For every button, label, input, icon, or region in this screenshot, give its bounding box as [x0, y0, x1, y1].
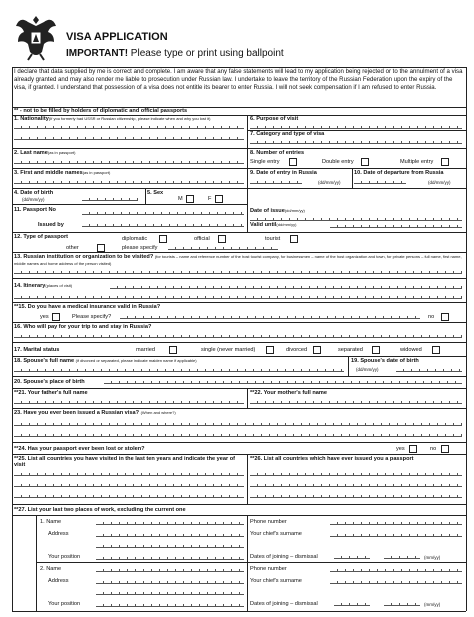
tourist-checkbox[interactable]: [290, 235, 298, 243]
lost-passport-yes-checkbox[interactable]: [409, 445, 417, 453]
married-checkbox[interactable]: [169, 346, 177, 354]
departure-date-label: 10. Date of departure from Russia: [354, 170, 444, 176]
double-entry-checkbox[interactable]: [361, 158, 369, 166]
issue-date-format: (dd/mm/yy): [284, 208, 305, 213]
official-label: official: [194, 236, 210, 242]
institution-title: 13. Russian institution or organization to be visited?: [14, 254, 154, 260]
issue-date-title: Date of issue: [250, 208, 285, 214]
nationality-hint: (If you formerly had USSR or Russian citizenship, please indicate when and why you lost it): [48, 116, 211, 121]
entry-date-label: 9. Date of entry in Russia: [250, 170, 317, 176]
work2-name-text: Name: [46, 566, 62, 572]
diplomatic-label: diplomatic: [122, 236, 148, 242]
work1-join-input[interactable]: [334, 553, 370, 559]
father-name-label: **21. Your father's full name: [14, 390, 88, 396]
mother-name-label: **22. Your mother's full name: [250, 390, 327, 396]
single-checkbox[interactable]: [266, 346, 274, 354]
widowed-checkbox[interactable]: [432, 346, 440, 354]
valid-until-title: Valid until: [250, 222, 277, 228]
issued-by-label: Issued by: [38, 222, 64, 228]
sex-m-label: M: [178, 196, 183, 202]
single-label: single (never married): [201, 347, 256, 353]
passport-countries-input-3[interactable]: [250, 492, 462, 498]
divorced-checkbox[interactable]: [313, 346, 321, 354]
separated-checkbox[interactable]: [372, 346, 380, 354]
tourist-label: tourist: [265, 236, 281, 242]
work1-phone-input[interactable]: [330, 519, 462, 525]
itinerary-title: 14. Itinerary: [14, 283, 46, 289]
work-places-label: **27. List your last two places of work, excluding the current one: [14, 507, 186, 513]
insurance-no-label: no: [428, 314, 435, 320]
spouse-birthplace-input[interactable]: [104, 378, 462, 384]
lost-passport-no-label: no: [430, 446, 437, 452]
nationality-input-2[interactable]: [14, 134, 244, 140]
payer-input[interactable]: [14, 332, 462, 338]
work1-dismiss-input[interactable]: [384, 553, 420, 559]
work2-name-input[interactable]: [96, 566, 244, 572]
work1-dates-label: Dates of joining – dismissal: [250, 554, 318, 560]
divorced-label: divorced: [286, 347, 308, 353]
work2-address-input[interactable]: [96, 578, 244, 584]
official-checkbox[interactable]: [218, 235, 226, 243]
visa-category-label: 7. Category and type of visa: [250, 131, 325, 137]
spouse-name-title: 18. Spouse's full name: [14, 358, 75, 364]
first-names-input[interactable]: [14, 178, 244, 184]
issued-by-input[interactable]: [82, 221, 244, 227]
departure-date-input[interactable]: [354, 178, 406, 184]
other-checkbox[interactable]: [97, 244, 105, 252]
previous-visa-input[interactable]: [14, 420, 462, 426]
multiple-entry-label: Multiple entry: [400, 159, 434, 165]
insurance-specify-input[interactable]: [120, 313, 420, 319]
previous-visa-hint: (When and where?): [140, 410, 176, 415]
sex-f-label: F: [208, 196, 212, 202]
separated-label: separated: [338, 347, 363, 353]
work2-dates-format: (mm/yy): [424, 602, 441, 607]
first-names-title: 3. First and middle names: [14, 170, 83, 176]
passport-type-label: 12. Type of passport: [14, 234, 68, 240]
visited-countries-input-2[interactable]: [14, 481, 244, 487]
last-name-title: 2. Last name: [14, 150, 48, 156]
passport-no-input[interactable]: [82, 209, 244, 215]
birth-date-label: 4. Date of birth: [14, 190, 54, 196]
work1-position-input[interactable]: [96, 554, 244, 560]
sex-label: 5. Sex: [147, 190, 164, 196]
itinerary-input-2[interactable]: [14, 293, 462, 299]
spouse-name-input[interactable]: [14, 366, 344, 372]
work2-phone-input[interactable]: [330, 566, 462, 572]
issue-date-label: [250, 208, 305, 214]
visited-countries-label: **25. List all countries you have visited in the last ten years and indicate the year of visit: [14, 456, 236, 468]
lost-passport-yes-label: yes: [396, 446, 405, 452]
passport-no-label: 11. Passport No: [14, 207, 56, 213]
insurance-yes-label: yes: [40, 314, 49, 320]
work1-position-label: Your position: [48, 554, 81, 560]
issue-date-input[interactable]: [250, 215, 462, 221]
nationality-input[interactable]: [14, 123, 244, 129]
insurance-label: **15. Do you have a medical insurance valid in Russia?: [14, 304, 161, 310]
passport-countries-input-1[interactable]: [250, 470, 462, 476]
nationality-title: 1. Nationality: [14, 116, 49, 122]
single-entry-checkbox[interactable]: [289, 158, 297, 166]
work2-dates-label: Dates of joining – dismissal: [250, 601, 318, 607]
work1-name-input[interactable]: [96, 519, 244, 525]
passport-type-specify-input[interactable]: [168, 244, 278, 250]
purpose-label: 6. Purpose of visit: [250, 116, 299, 122]
single-entry-label: Single entry: [250, 159, 280, 165]
work2-address-label: Address: [48, 578, 69, 584]
insurance-no-checkbox[interactable]: [441, 313, 449, 321]
multiple-entry-checkbox[interactable]: [441, 158, 449, 166]
visa-category-input[interactable]: [250, 138, 462, 144]
purpose-input[interactable]: [250, 123, 462, 129]
sex-f-checkbox[interactable]: [215, 195, 223, 203]
work2-position-label: Your position: [48, 601, 81, 607]
note-text: ** - not to be filled by holders of diplomatic and official passports: [14, 108, 188, 114]
important-notice: [66, 48, 284, 59]
visited-countries-input-1[interactable]: [14, 470, 244, 476]
entry-date-input[interactable]: [250, 178, 302, 184]
double-headed-eagle-icon: [14, 12, 58, 62]
declaration-text: I declare that data supplied by me is correct and complete. I am aware that any false statements will lead to my application being rejected or to the annulment of a visa already granted and may also render me liable to prosecution under Russian law. I undertake to leave the territory of the Russian Federation upon the expiry of the visa, if granted. I understand that possession of a visa does not entitle its bearer to enter Russia. I will not seek compensation if I am refused to enter Russia.: [14, 68, 463, 92]
widowed-label: widowed: [400, 347, 422, 353]
work2-phone-label: Phone number: [250, 566, 287, 572]
work2-chief-input[interactable]: [330, 578, 462, 584]
passport-countries-label: **26. List all countries which have ever issued you a passport: [250, 456, 414, 462]
valid-until-input[interactable]: [330, 222, 462, 228]
form-title: VISA APPLICATION: [66, 31, 168, 43]
first-names-label: [14, 170, 110, 176]
insurance-specify-label: Please specify?: [72, 314, 112, 320]
father-name-input[interactable]: [14, 398, 244, 404]
mother-name-input[interactable]: [250, 398, 462, 404]
spouse-birth-date-input[interactable]: [396, 366, 462, 372]
spouse-birth-date-format: (dd/mm/yy): [356, 367, 379, 372]
double-entry-label: Double entry: [322, 159, 354, 165]
married-label: married: [136, 347, 155, 353]
previous-visa-label: [14, 410, 176, 416]
specify-label: please specify: [122, 245, 158, 251]
spouse-name-hint: (if divorced or separated, please indicate maiden name if applicable): [75, 358, 197, 363]
institution-hint: (for tourists – name and reference number of the host tourist company, for businessmen – name of the host organization and town, for private persons – full name, first name, middle names and home address of the person visited): [14, 254, 462, 266]
sex-m-checkbox[interactable]: [186, 195, 194, 203]
birth-date-input[interactable]: [82, 195, 138, 201]
payer-label: 16. Who will pay for your trip to and stay in Russia?: [14, 324, 152, 330]
work2-address-input-2[interactable]: [96, 589, 244, 595]
work1-number: 1.: [40, 519, 45, 525]
institution-input[interactable]: [14, 268, 462, 274]
previous-visa-input-2[interactable]: [14, 431, 462, 437]
work2-join-input[interactable]: [334, 600, 370, 606]
work2-dismiss-input[interactable]: [384, 600, 420, 606]
entries-label: 8. Number of entries: [250, 150, 305, 156]
first-names-hint: (as in passport): [82, 170, 111, 175]
work1-name-text: Name: [46, 519, 62, 525]
important-text: Please type or print using ballpoint: [128, 48, 284, 59]
lost-passport-no-checkbox[interactable]: [441, 445, 449, 453]
institution-label: [14, 254, 462, 267]
work1-address-label: Address: [48, 531, 69, 537]
valid-until-format: (dd/mm/yy): [276, 222, 297, 227]
visited-countries-input-3[interactable]: [14, 492, 244, 498]
last-name-hint: (as in passport): [47, 150, 76, 155]
work1-chief-label: Your chief's surname: [250, 531, 302, 537]
work2-number: 2.: [40, 566, 45, 572]
other-label: other: [66, 245, 79, 251]
spouse-birthplace-label: 20. Spouse's place of birth: [14, 379, 85, 385]
marital-status-label: 17. Marital status: [14, 347, 60, 353]
insurance-yes-checkbox[interactable]: [52, 313, 60, 321]
work2-name-label: [40, 566, 61, 572]
previous-visa-title: 23. Have you ever been issued a Russian visa?: [14, 410, 139, 416]
important-label: IMPORTANT!: [66, 48, 129, 59]
spouse-birth-date-label: 19. Spouse's date of birth: [351, 358, 419, 364]
work1-name-label: [40, 519, 61, 525]
departure-date-format: (dd/mm/yy): [428, 180, 451, 185]
lost-passport-label: **24. Has your passport ever been lost or stolen?: [14, 446, 145, 452]
last-name-input[interactable]: [14, 158, 244, 164]
work2-chief-label: Your chief's surname: [250, 578, 302, 584]
valid-until-label: [250, 222, 296, 228]
itinerary-hint: (places of visit): [45, 283, 73, 288]
work1-dates-format: (mm/yy): [424, 555, 441, 560]
itinerary-input[interactable]: [110, 283, 462, 289]
work1-address-input[interactable]: [96, 531, 244, 537]
itinerary-label: [14, 283, 72, 289]
work1-chief-input[interactable]: [330, 531, 462, 537]
entry-date-format: (dd/mm/yy): [318, 180, 341, 185]
work1-phone-label: Phone number: [250, 519, 287, 525]
birth-date-format: (dd/mm/yy): [22, 197, 45, 202]
passport-countries-input-2[interactable]: [250, 481, 462, 487]
nationality-label: [14, 116, 210, 122]
spouse-name-label: [14, 358, 197, 364]
diplomatic-checkbox[interactable]: [159, 235, 167, 243]
work1-address-input-2[interactable]: [96, 542, 244, 548]
last-name-label: [14, 150, 75, 156]
work2-position-input[interactable]: [96, 601, 244, 607]
